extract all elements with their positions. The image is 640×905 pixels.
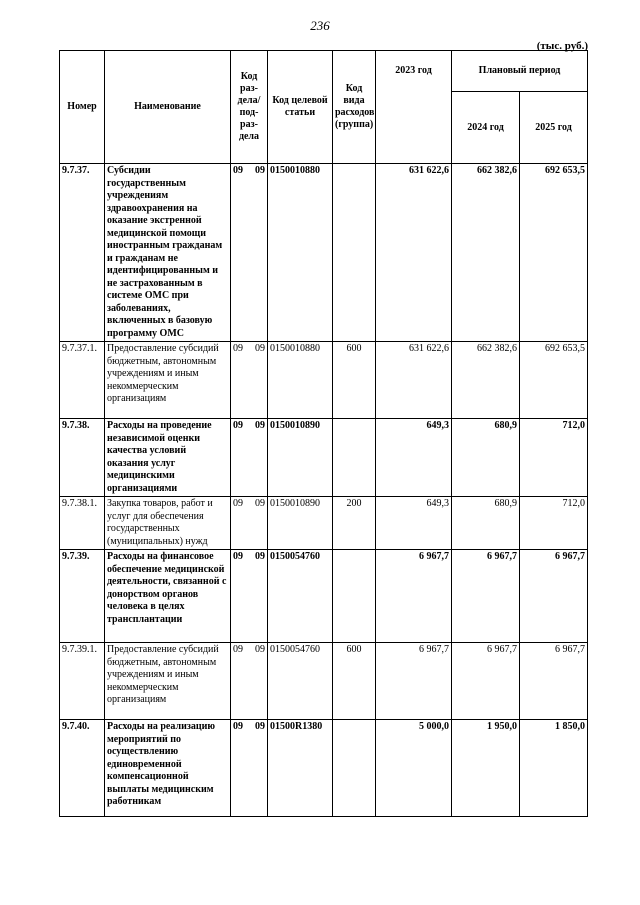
table-body bbox=[60, 164, 588, 817]
cell-target-code: 01500R1380 bbox=[268, 720, 333, 817]
cell-section bbox=[231, 720, 268, 817]
subsection-code: 09 bbox=[255, 343, 265, 354]
cell-2025: 712,0 bbox=[520, 419, 588, 497]
cell-2025: 1 850,0 bbox=[520, 720, 588, 817]
table-row bbox=[60, 342, 588, 419]
subsection-code: 09 bbox=[255, 498, 265, 509]
header-number: Номер bbox=[60, 51, 105, 164]
section-code: 09 bbox=[233, 343, 243, 354]
cell-name: Предоставление субсидий бюджетным, автономным учреждениям и иным некоммерческим организациям bbox=[105, 643, 231, 720]
subsection-code: 09 bbox=[255, 551, 265, 562]
header-2024: 2024 год bbox=[452, 92, 520, 164]
section-code: 09 bbox=[233, 721, 243, 732]
cell-2023: 649,3 bbox=[376, 419, 452, 497]
cell-name: Расходы на проведение независимой оценки качества условий оказания услуг медицинскими организациями bbox=[105, 419, 231, 497]
cell-2025: 692 653,5 bbox=[520, 342, 588, 419]
header-name: Наименование bbox=[105, 51, 231, 164]
cell-2023: 6 967,7 bbox=[376, 643, 452, 720]
cell-number: 9.7.39.1. bbox=[60, 643, 105, 720]
header-section: Код раз-дела/ под-раз-дела bbox=[231, 51, 268, 164]
cell-expense-type: 600 bbox=[333, 342, 376, 419]
cell-2023: 6 967,7 bbox=[376, 550, 452, 643]
header-target: Код целевой статьи bbox=[268, 51, 333, 164]
cell-section bbox=[231, 164, 268, 342]
cell-section bbox=[231, 342, 268, 419]
cell-number: 9.7.38.1. bbox=[60, 497, 105, 550]
cell-2024: 6 967,7 bbox=[452, 550, 520, 643]
cell-target-code: 0150054760 bbox=[268, 643, 333, 720]
subsection-code: 09 bbox=[255, 644, 265, 655]
units-label: (тыс. руб.) bbox=[536, 40, 588, 52]
cell-number: 9.7.38. bbox=[60, 419, 105, 497]
cell-2025: 6 967,7 bbox=[520, 643, 588, 720]
cell-number: 9.7.40. bbox=[60, 720, 105, 817]
header-2023: 2023 год bbox=[376, 51, 452, 164]
section-code: 09 bbox=[233, 165, 243, 176]
header-2025: 2025 год bbox=[520, 92, 588, 164]
cell-section bbox=[231, 497, 268, 550]
cell-2024: 662 382,6 bbox=[452, 164, 520, 342]
cell-section bbox=[231, 550, 268, 643]
cell-target-code: 0150010890 bbox=[268, 497, 333, 550]
cell-target-code: 0150054760 bbox=[268, 550, 333, 643]
table-row bbox=[60, 164, 588, 342]
cell-target-code: 0150010880 bbox=[268, 164, 333, 342]
cell-number: 9.7.37. bbox=[60, 164, 105, 342]
cell-number: 9.7.39. bbox=[60, 550, 105, 643]
cell-number: 9.7.37.1. bbox=[60, 342, 105, 419]
cell-2023: 5 000,0 bbox=[376, 720, 452, 817]
table-row bbox=[60, 550, 588, 643]
section-code: 09 bbox=[233, 551, 243, 562]
cell-2024: 680,9 bbox=[452, 419, 520, 497]
cell-name: Расходы на финансовое обеспечение медицинской деятельности, связанной с донорством органов человека в целях трансплантации bbox=[105, 550, 231, 643]
table-row bbox=[60, 497, 588, 550]
cell-expense-type bbox=[333, 720, 376, 817]
table-row bbox=[60, 643, 588, 720]
cell-name: Расходы на реализацию мероприятий по осуществлению единовременной компенсационной выплаты медицинским работникам bbox=[105, 720, 231, 817]
cell-2025: 6 967,7 bbox=[520, 550, 588, 643]
table-row bbox=[60, 720, 588, 817]
cell-target-code: 0150010890 bbox=[268, 419, 333, 497]
cell-2023: 631 622,6 bbox=[376, 164, 452, 342]
page-number: 236 bbox=[310, 18, 330, 33]
section-code: 09 bbox=[233, 420, 243, 431]
subsection-code: 09 bbox=[255, 721, 265, 732]
cell-2024: 6 967,7 bbox=[452, 643, 520, 720]
header-plan-period: Плановый период bbox=[452, 51, 588, 92]
cell-2024: 1 950,0 bbox=[452, 720, 520, 817]
header-expense-type: Код вида расходов (группа) bbox=[333, 51, 376, 164]
cell-2023: 631 622,6 bbox=[376, 342, 452, 419]
cell-section bbox=[231, 643, 268, 720]
subsection-code: 09 bbox=[255, 165, 265, 176]
cell-expense-type: 200 bbox=[333, 497, 376, 550]
cell-2025: 692 653,5 bbox=[520, 164, 588, 342]
cell-name: Субсидии государственным учреждениям здравоохранения на оказание экстренной медицинской помощи иностранным гражданам и гражданам не идентифицированным и не застрахованным в системе ОМС при заболеваниях, включенных в базовую программу ОМС bbox=[105, 164, 231, 342]
subsection-code: 09 bbox=[255, 420, 265, 431]
cell-section bbox=[231, 419, 268, 497]
cell-expense-type bbox=[333, 550, 376, 643]
section-code: 09 bbox=[233, 498, 243, 509]
cell-2024: 662 382,6 bbox=[452, 342, 520, 419]
table-row bbox=[60, 419, 588, 497]
cell-2025: 712,0 bbox=[520, 497, 588, 550]
cell-target-code: 0150010880 bbox=[268, 342, 333, 419]
cell-expense-type bbox=[333, 164, 376, 342]
cell-expense-type: 600 bbox=[333, 643, 376, 720]
cell-2024: 680,9 bbox=[452, 497, 520, 550]
section-code: 09 bbox=[233, 644, 243, 655]
cell-2023: 649,3 bbox=[376, 497, 452, 550]
cell-expense-type bbox=[333, 419, 376, 497]
cell-name: Закупка товаров, работ и услуг для обеспечения государственных (муниципальных) нужд bbox=[105, 497, 231, 550]
cell-name: Предоставление субсидий бюджетным, автономным учреждениям и иным некоммерческим организациям bbox=[105, 342, 231, 419]
budget-table bbox=[59, 50, 588, 817]
